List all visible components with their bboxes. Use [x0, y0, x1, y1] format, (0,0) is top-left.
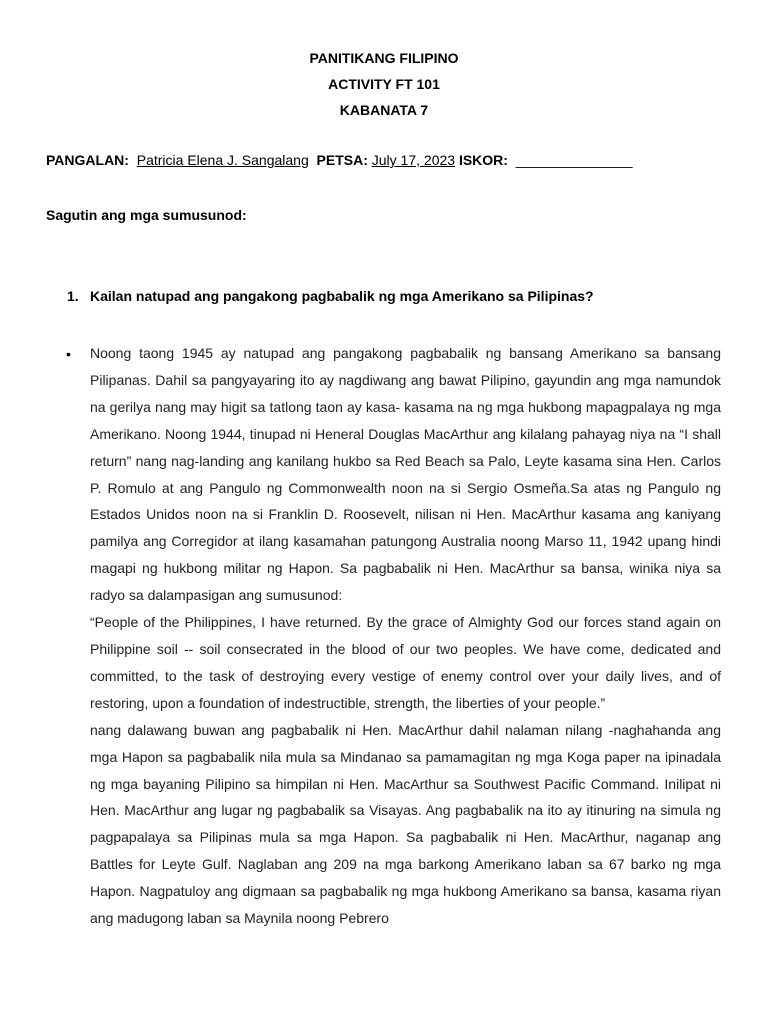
subject-title: PANITIKANG FILIPINO — [309, 50, 459, 66]
chapter-title: KABANATA 7 — [339, 102, 429, 118]
name-value: Patricia Elena J. Sangalang — [136, 152, 309, 168]
answer-paragraph-3: nang dalawang buwan ang pagbabalik ni Hen. MacArthur dahil nalaman nilang -naghahanda ang mga Hapon sa pagbabalik nila mula sa Mindanao sa pamamagitan ng mga Koga paper na ipinadala ng mga bayaning Pilipino sa himpilan ni Hen. MacArthur sa Southwest Pacific Command. Inilipat ni Hen. MacArthur ang lugar ng pagbabalik sa Visayas. Ang pagbabalik na ito ay itinuring na simula ng pagpapalaya sa Pilipinas mula sa mga Hapon. Sa pagbabalik ni Hen. MacArthur, naganap ang Battles for Leyte Gulf. Naglaban ang 209 na mga barkong Amerikano laban sa 67 barko ng mga Hapon. Nagpatuloy ang digmaan sa pagbabalik ng mga hukbong Amerikano sa bansa, kasama riyan ang madugong laban sa Maynila noong Pebrero — [90, 721, 721, 927]
answer-body — [90, 340, 721, 932]
date-label: PETSA: — [316, 152, 368, 168]
score-label: ISKOR: — [458, 152, 508, 168]
answer-paragraph-1: Noong taong 1945 ay natupad ang pangakong pagbabalik ng bansang Amerikano sa bansang Pilipanas. Dahil sa pangyayaring ito ay nagdiwang ang bawat Pilipino, gayundin ang mga namundok na gerilya nang may higit sa tatlong taon ay kasa- kasama na ng mga hukbong mapagpalaya ng mga Amerikano. Noong 1944, tinupad ni Heneral Douglas MacArthur ang kilalang pahayag niya na “I shall return” nang nag-landing ang kanilang hukbo sa Red Beach sa Palo, Leyte kasama sina Hen. Carlos P. Romulo at ang Pangulo ng Commonwealth noon na si Sergio Osmeña.Sa atas ng Pangulo ng Estados Unidos noon na si Franklin D. Roosevelt, nilisan ni Hen. MacArthur kasama ang kaniyang pamilya ang Corregidor at ilang kasamahan patungong Australia noong Marso 11, 1942 upang hindi magapi ng hukbong militar ng Hapon. Sa pagbabalik ni Hen. MacArthur sa bansa, winika niya sa radyo sa dalampasigan ang sumusunod: — [90, 345, 721, 604]
question-1 — [67, 288, 594, 304]
document-header — [0, 45, 768, 123]
score-blank: _______________ — [515, 152, 633, 168]
answer-quote: “People of the Philippines, I have returned. By the grace of Almighty God our forces stand again on Philippine soil -- soil consecrated in the blood of our two peoples. We have come, dedicated and committed, to the task of destroying every vestige of enemy control over your daily lives, and of restoring, upon a foundation of indestructible, strength, the liberties of your people.” — [90, 614, 721, 711]
date-value: July 17, 2023 — [371, 152, 456, 168]
question-text: Kailan natupad ang pangakong pagbabalik ng mga Amerikano sa Pilipinas? — [90, 288, 594, 304]
question-number: 1. — [67, 288, 79, 304]
instruction: Sagutin ang mga sumusunod: — [46, 207, 247, 223]
activity-title: ACTIVITY FT 101 — [328, 76, 440, 92]
student-info-line — [46, 152, 633, 168]
name-label: PANGALAN: — [46, 152, 129, 168]
bullet-icon: • — [66, 346, 71, 362]
